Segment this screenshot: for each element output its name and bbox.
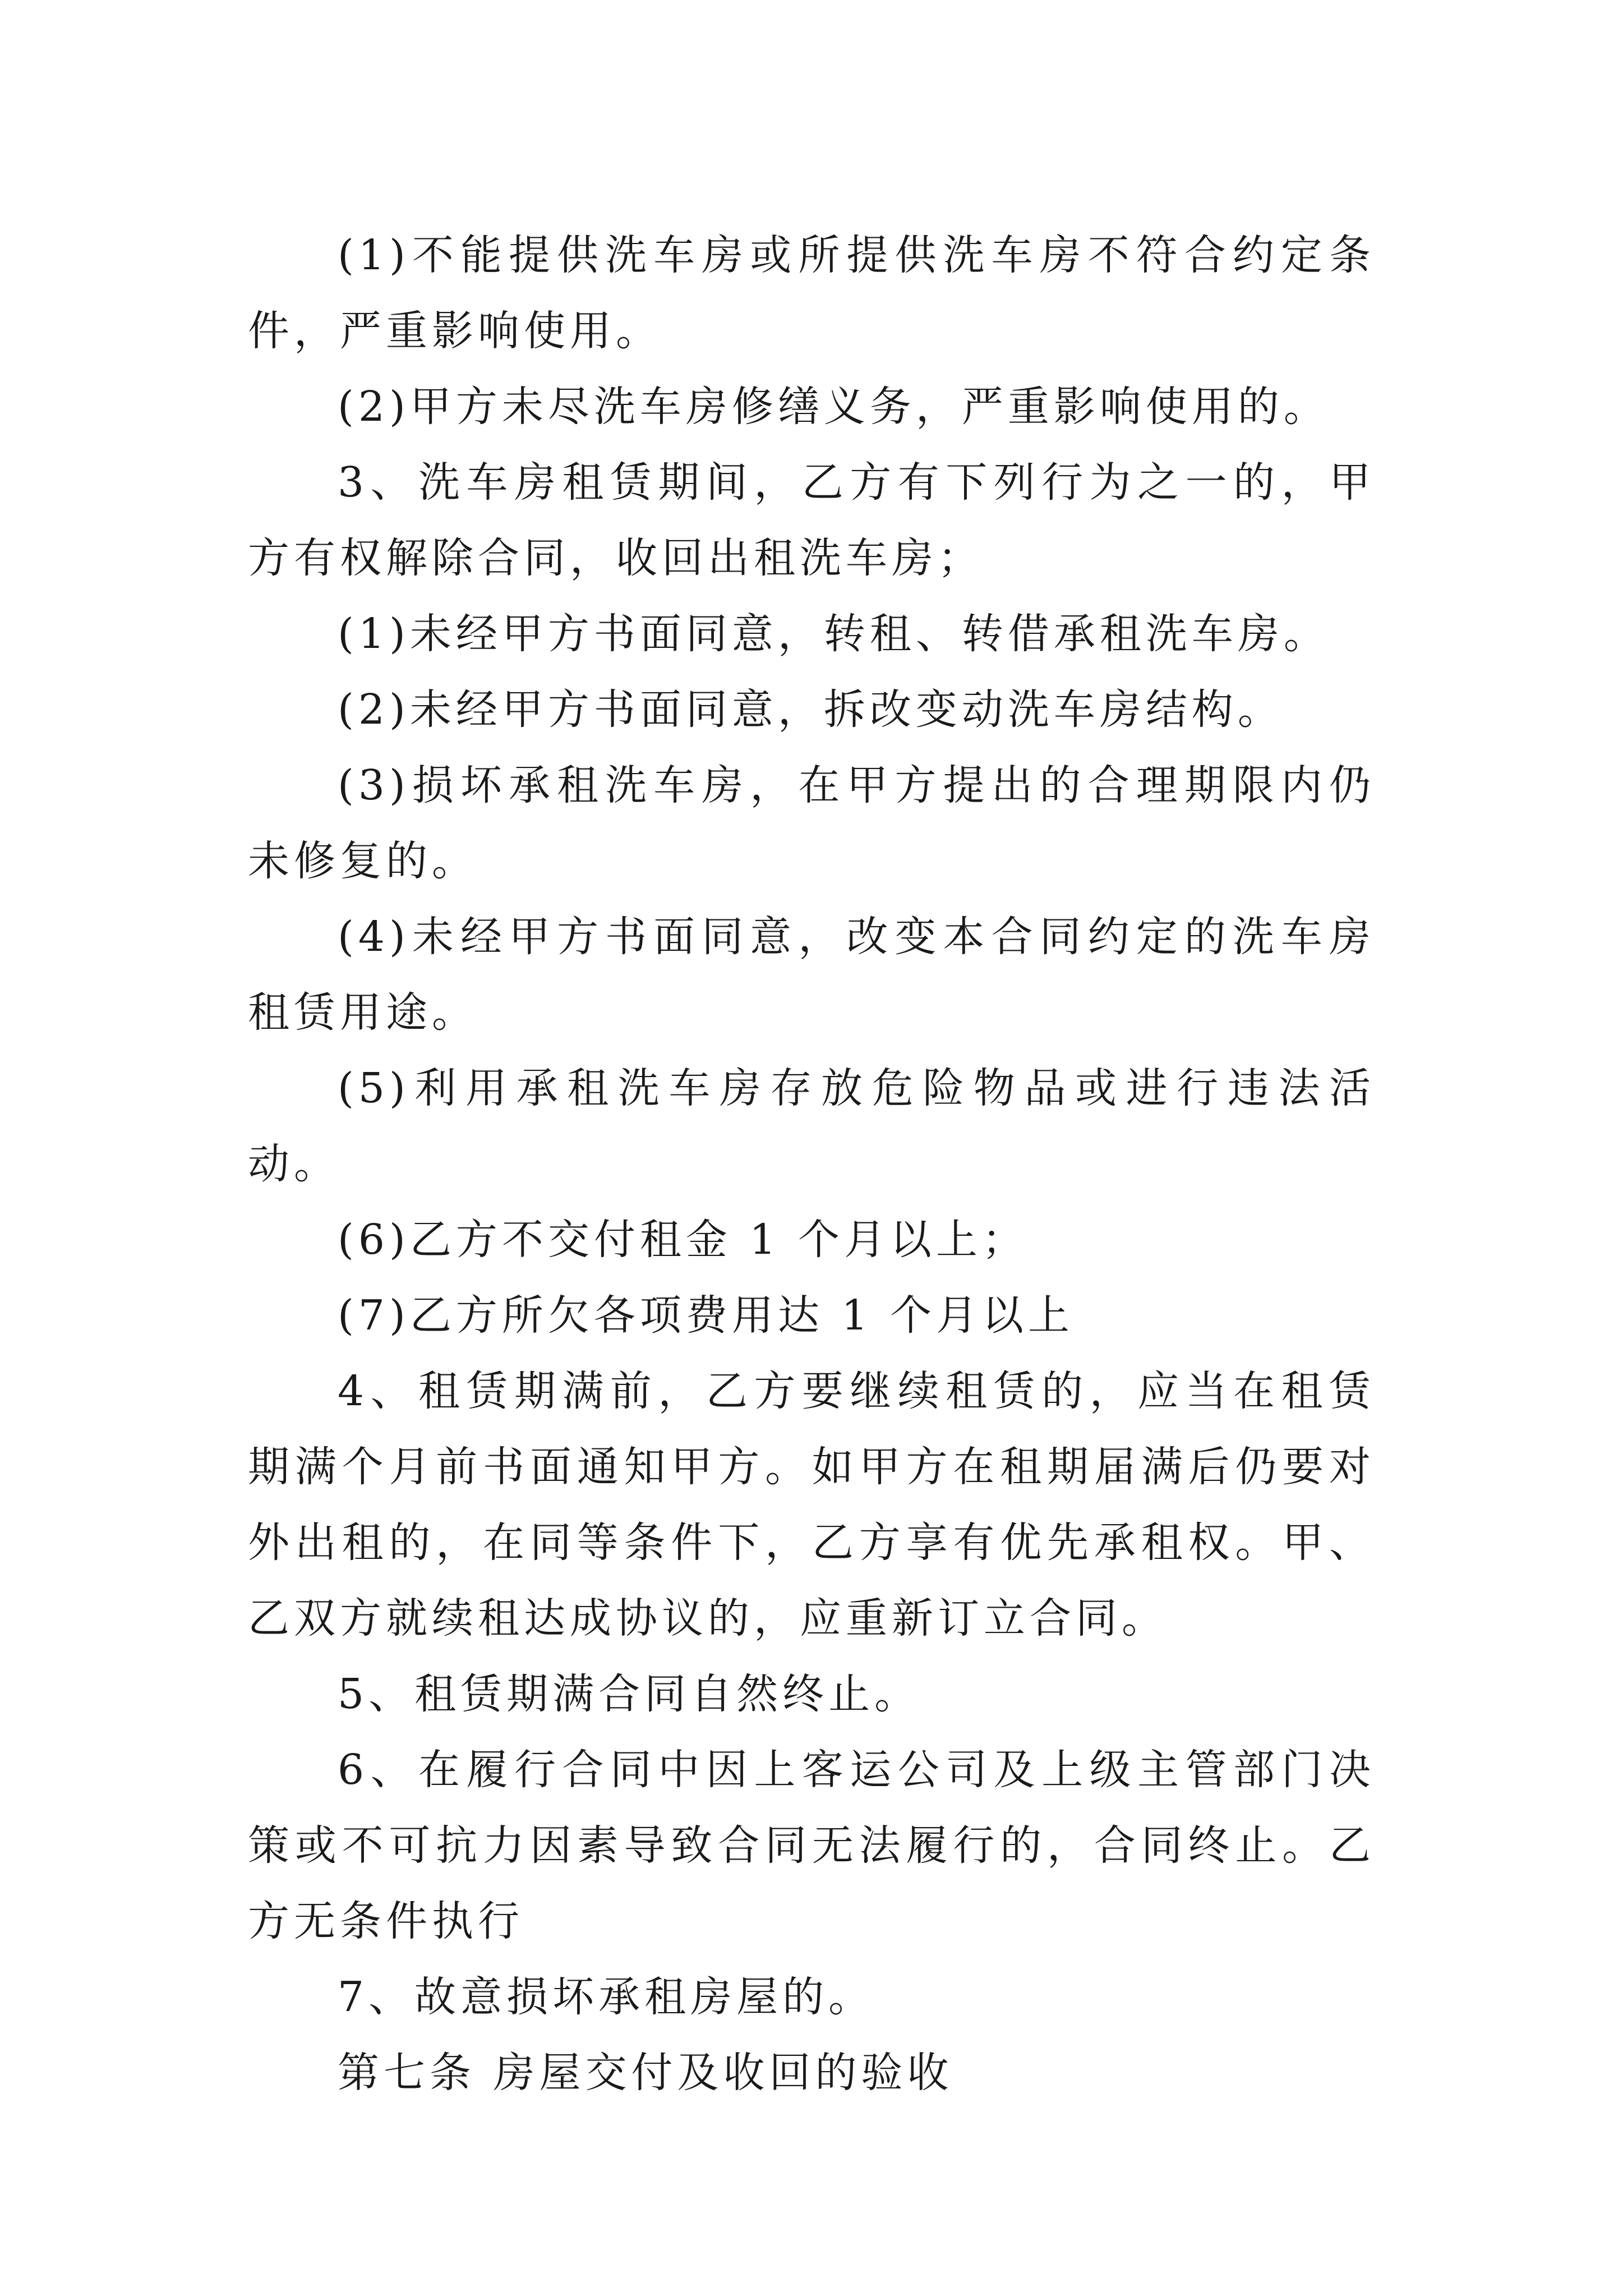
paragraph-12: 5、租赁期满合同自然终止。 (338, 1670, 921, 1718)
paragraph-4: (1)未经甲方书面同意，转租、转借承租洗车房。 (338, 610, 1330, 658)
paragraph-9: (6)乙方不交付租金 1 个月以上； (338, 1216, 1028, 1264)
paragraph-14: 7、故意损坏承租房屋的。 (338, 1973, 875, 2021)
section-heading: 第七条 房屋交付及收回的验收 (338, 2049, 953, 2097)
paragraph-5: (2)未经甲方书面同意，拆改变动洗车房结构。 (338, 685, 1284, 734)
paragraph-1: (1)不能提供洗车房或所提供洗车房不符合约定条件，严重影响使用。 (248, 231, 1375, 355)
paragraph-2: (2)甲方未尽洗车房修缮义务，严重影响使用的。 (338, 383, 1330, 431)
paragraph-11: 4、租赁期满前，乙方要继续租赁的，应当在租赁期满个月前书面通知甲方。如甲方在租期届满后仍要对外出租的，在同等条件下，乙方享有优先承租权。甲、乙双方就续租达成协议的，应重新订立合同。 (248, 1367, 1375, 1642)
paragraph-10: (7)乙方所欠各项费用达 1 个月以上 (338, 1291, 1074, 1340)
paragraph-7: (4)未经甲方书面同意，改变本合同约定的洗车房租赁用途。 (248, 913, 1375, 1037)
paragraph-3: 3、洗车房租赁期间，乙方有下列行为之一的，甲方有权解除合同，收回出租洗车房； (248, 458, 1375, 582)
paragraph-13: 6、在履行合同中因上客运公司及上级主管部门决策或不可抗力因素导致合同无法履行的，合同终止。乙方无条件执行 (248, 1746, 1375, 1945)
document-body (248, 218, 1375, 2111)
paragraph-6: (3)损坏承租洗车房，在甲方提出的合理期限内仍未修复的。 (248, 761, 1375, 885)
paragraph-8: (5)利用承租洗车房存放危险物品或进行违法活动。 (248, 1064, 1375, 1188)
